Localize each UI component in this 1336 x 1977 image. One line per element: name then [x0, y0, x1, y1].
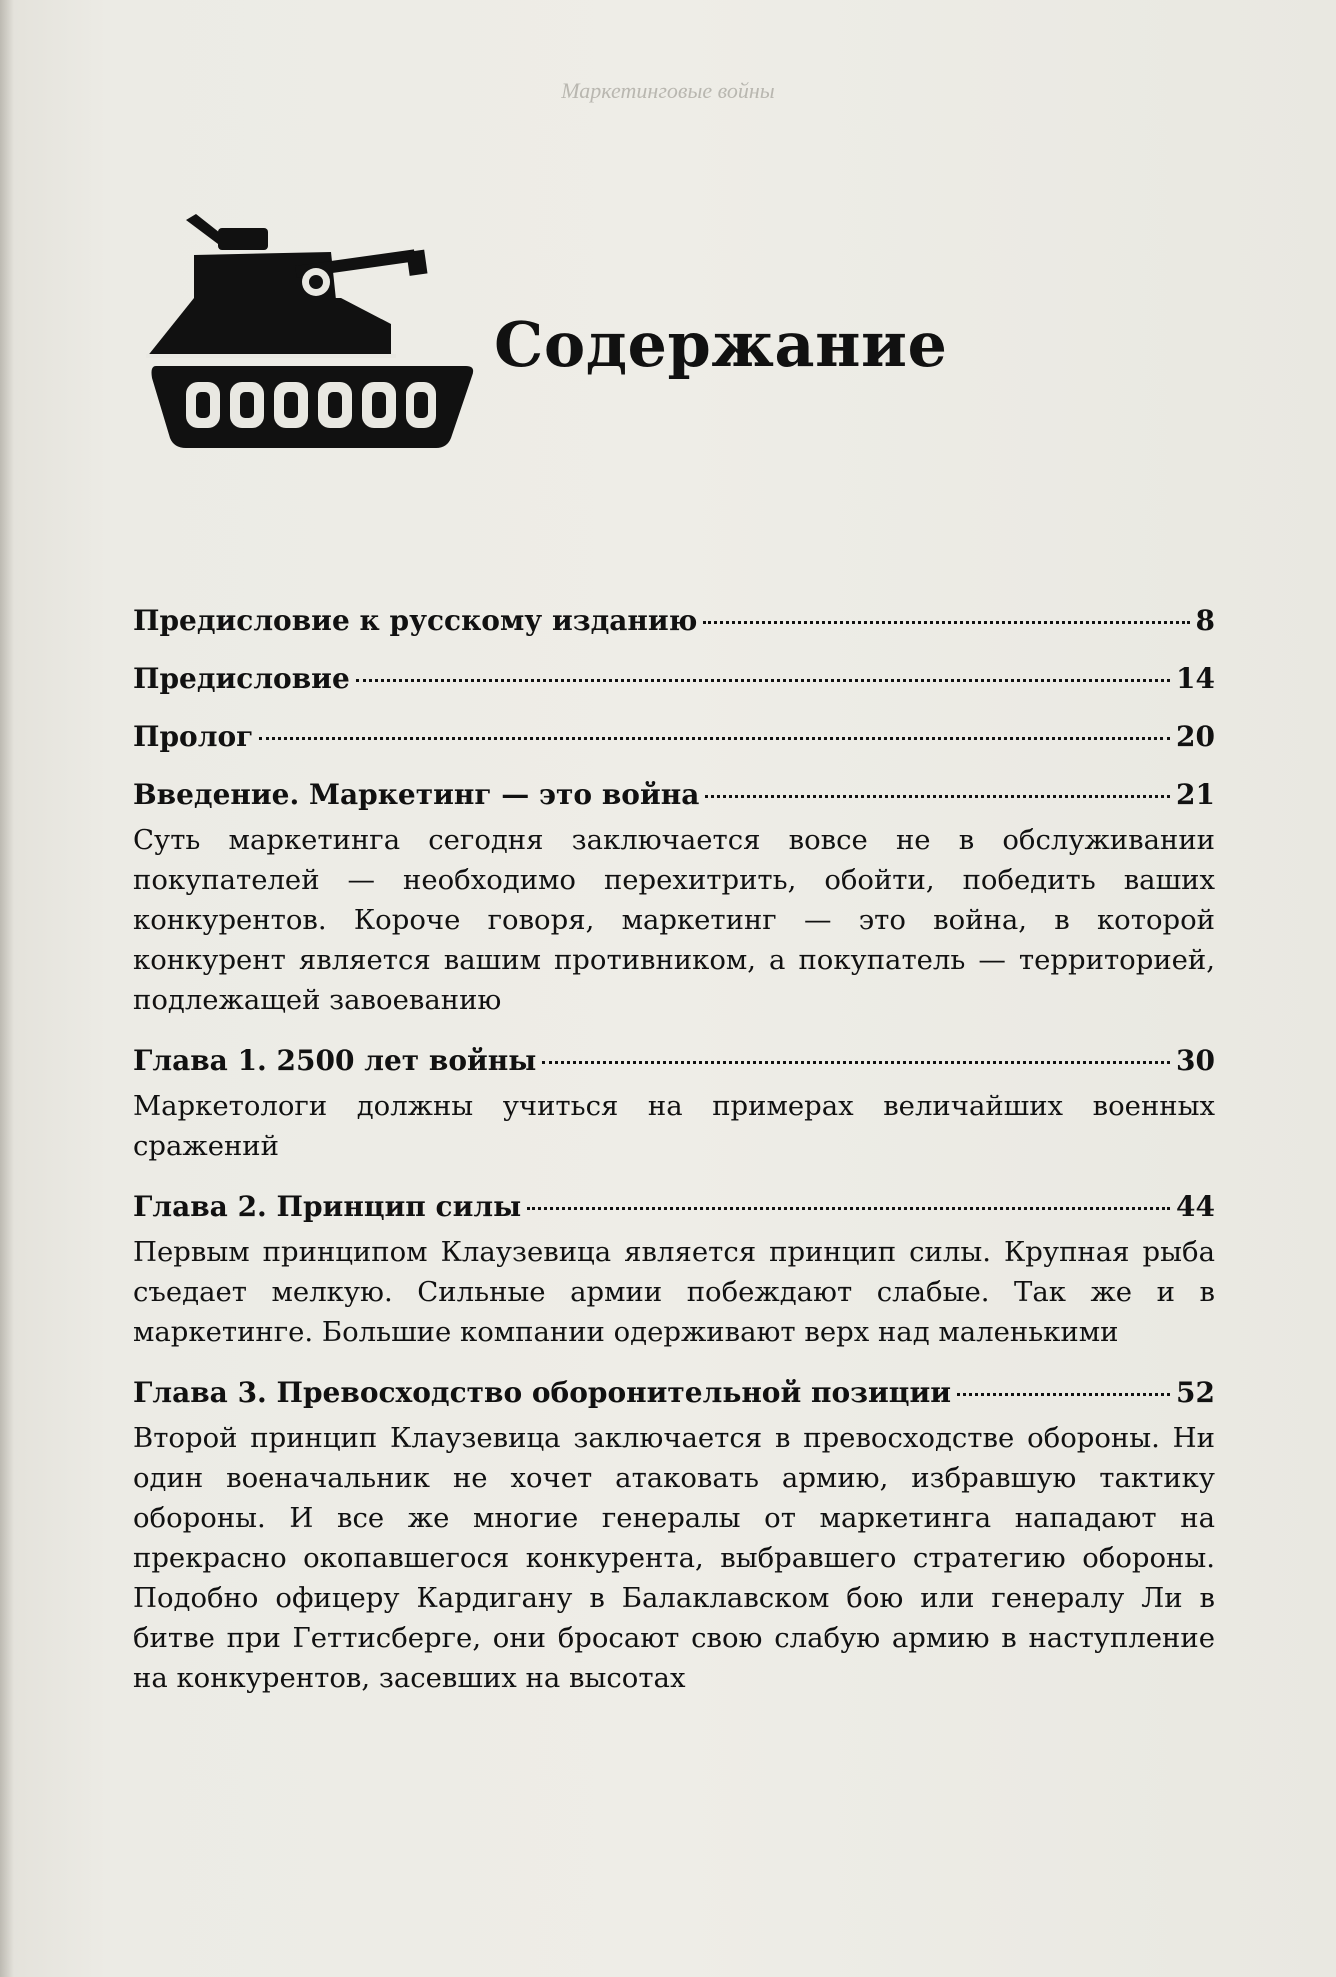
toc-entry	[133, 1372, 1215, 1698]
contents-header	[146, 190, 1196, 470]
toc-entry-title: Глава 1. 2500 лет войны	[133, 1044, 537, 1077]
toc-entry-line	[133, 1372, 1215, 1414]
toc-entry-line	[133, 716, 1215, 758]
toc-entry-description: Второй принцип Клаузевица заключается в превосходстве обороны. Ни один военачальник не хочет атаковать армию, избравшую тактику обороны. И все же многие генералы от маркетинга нападают на прекрасно окопавшегося конкурента, выбравшего стратегию обороны. Подобно офицеру Кардигану в Балаклавском бою или генералу Ли в битве при Геттисберге, они бросают свою слабую армию в наступление на конкурентов, засевших на высотах	[133, 1422, 1215, 1694]
table-of-contents	[133, 600, 1215, 1698]
dot-leader	[527, 1207, 1170, 1210]
toc-entry	[133, 716, 1215, 758]
toc-entry-title: Глава 2. Принцип силы	[133, 1190, 522, 1223]
toc-entry-page: 8	[1195, 604, 1215, 637]
dot-leader	[957, 1393, 1170, 1396]
toc-entry-title: Глава 3. Превосходство оборонительной позиции	[133, 1376, 952, 1409]
toc-entry	[133, 774, 1215, 1020]
toc-entry-title: Пролог	[133, 720, 254, 753]
dot-leader	[705, 795, 1170, 798]
toc-entry-line	[133, 774, 1215, 816]
dot-leader	[542, 1061, 1170, 1064]
toc-entry	[133, 600, 1215, 642]
toc-entry-description: Маркетологи должны учиться на примерах величайших военных сражений	[133, 1090, 1215, 1162]
toc-entry-page: 44	[1176, 1190, 1215, 1223]
dot-leader	[703, 621, 1189, 624]
toc-entry-line	[133, 1186, 1215, 1228]
toc-entry-title: Введение. Маркетинг — это война	[133, 778, 700, 811]
toc-entry-title: Предисловие	[133, 662, 350, 695]
toc-entry-page: 14	[1176, 662, 1215, 695]
dot-leader	[259, 737, 1170, 740]
dot-leader	[356, 679, 1170, 682]
tank-icon	[146, 200, 476, 450]
toc-entry-title: Предисловие к русскому изданию	[133, 604, 698, 637]
page-gutter-shadow	[0, 0, 14, 1977]
toc-entry-page: 30	[1176, 1044, 1215, 1077]
toc-entry-page: 52	[1176, 1376, 1215, 1409]
toc-entry-line	[133, 600, 1215, 642]
toc-entry-line	[133, 1040, 1215, 1082]
toc-entry	[133, 1186, 1215, 1352]
toc-entry-page: 21	[1176, 778, 1215, 811]
toc-entry-description: Первым принципом Клаузевица является принцип силы. Крупная рыба съедает мелкую. Сильные армии побеждают слабые. Так же и в маркетинге. Большие компании одерживают верх над маленькими	[133, 1236, 1215, 1348]
page-title: Содержание	[494, 308, 948, 381]
toc-entry-line	[133, 658, 1215, 700]
running-head: Маркетинговые войны	[561, 78, 775, 103]
toc-entry	[133, 658, 1215, 700]
toc-entry-page: 20	[1176, 720, 1215, 753]
toc-entry-description: Суть маркетинга сегодня заключается вовсе не в обслуживании покупателей — необходимо перехитрить, обойти, победить ваших конкурентов. Короче говоря, маркетинг — это война, в которой конкурент является вашим противником, а покупатель — территорией, подлежащей завоеванию	[133, 824, 1215, 1016]
toc-entry	[133, 1040, 1215, 1166]
